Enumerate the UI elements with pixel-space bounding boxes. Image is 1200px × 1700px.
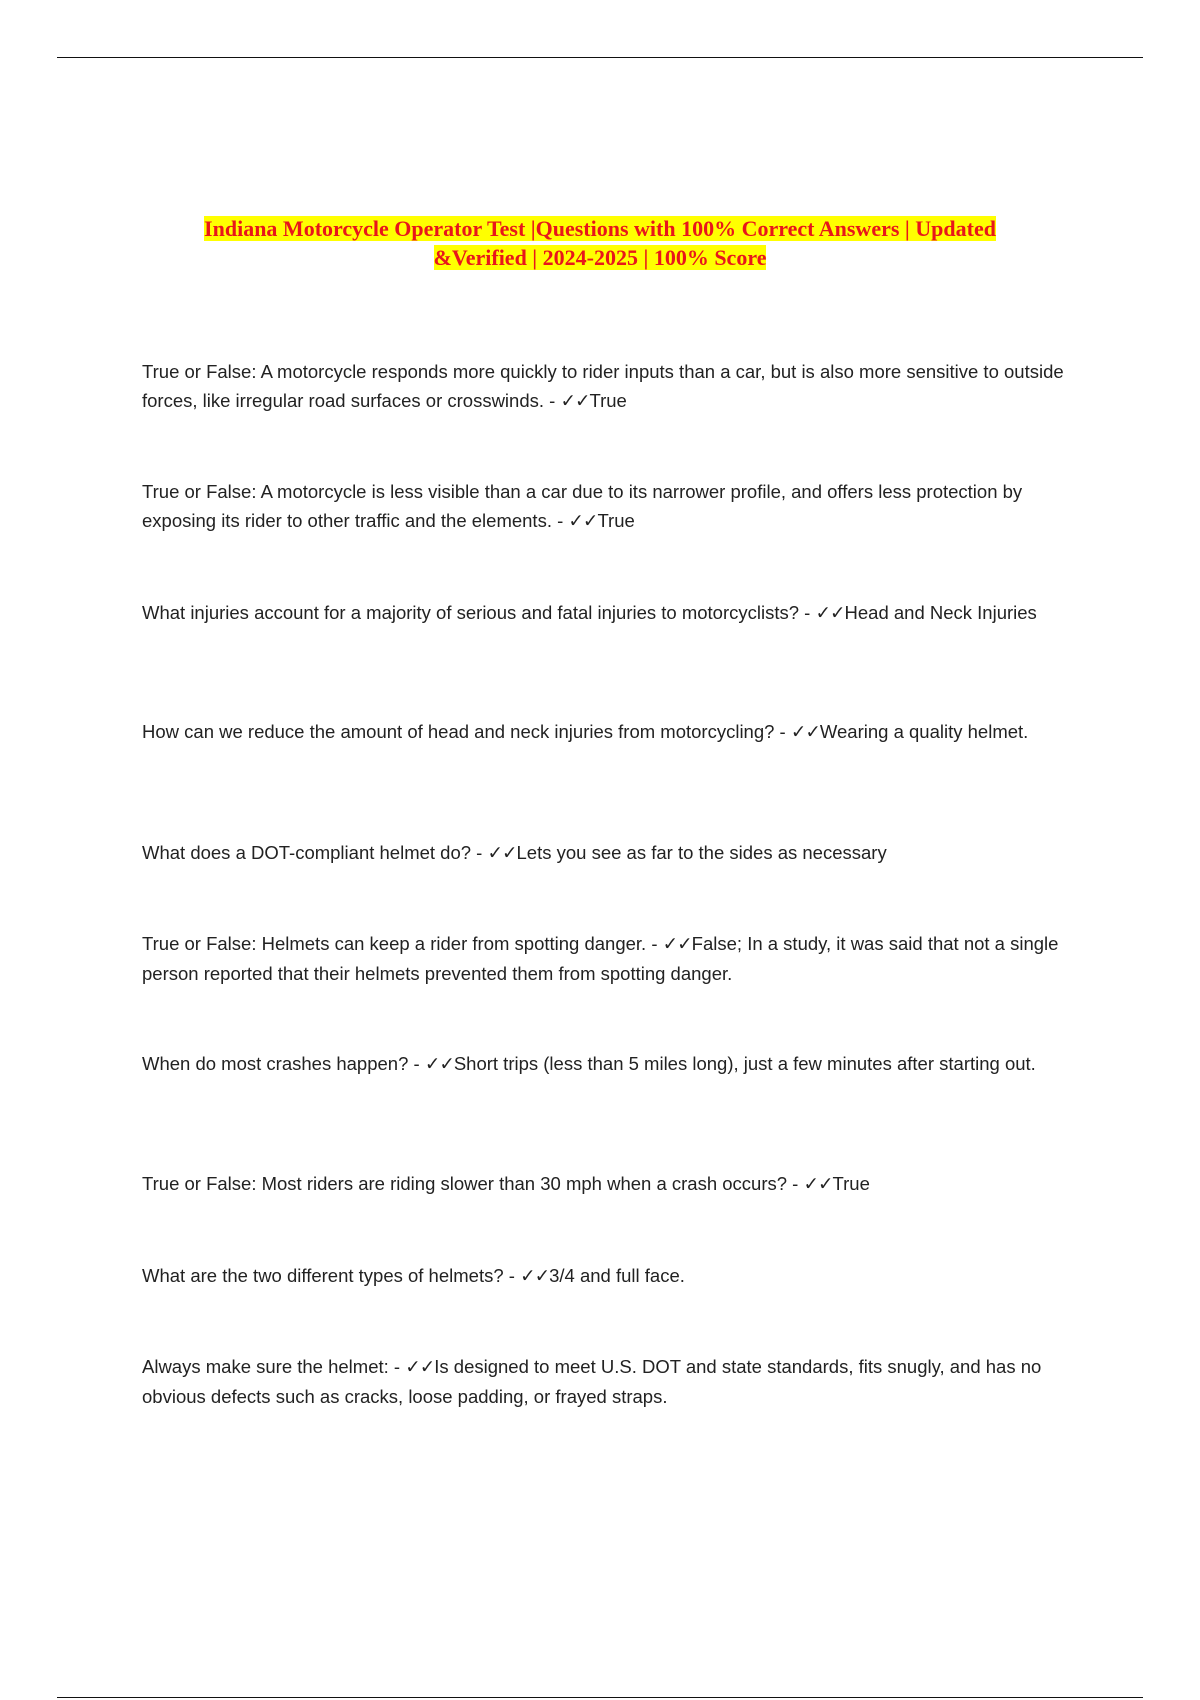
question-text: When do most crashes happen? (142, 1053, 409, 1074)
check-icon: ✓✓ (803, 1174, 833, 1195)
answer-text: True (832, 1173, 870, 1194)
check-icon: ✓✓ (487, 843, 517, 864)
separator: - (408, 1053, 425, 1074)
answer-text: False; In a study, it was said that not a single person reported that their helmets prevented them from spotting danger. (142, 933, 1059, 984)
qa-item (142, 838, 1072, 868)
check-icon: ✓✓ (815, 603, 845, 624)
separator: - (774, 721, 791, 742)
question-text: What are the two different types of helmets? (142, 1265, 504, 1286)
answer-text: Is designed to meet U.S. DOT and state standards, fits snugly, and has no obvious defects such as cracks, loose padding, or frayed straps. (142, 1356, 1042, 1407)
qa-item (142, 598, 1072, 628)
bottom-rule (57, 1697, 1143, 1698)
separator: - (787, 1173, 804, 1194)
separator: - (544, 390, 561, 411)
qa-item (142, 1169, 1072, 1199)
question-text: True or False: A motorcycle is less visible than a car due to its narrower profile, and offers less protection by exposing its rider to other traffic and the elements. (142, 481, 1023, 531)
separator: - (388, 1356, 406, 1377)
qa-item (142, 357, 1072, 416)
separator: - (799, 602, 816, 623)
check-icon: ✓✓ (520, 1266, 550, 1287)
separator: - (551, 510, 569, 531)
question-text: How can we reduce the amount of head and neck injuries from motorcycling? (142, 721, 775, 742)
question-text: What does a DOT-compliant helmet do? (142, 842, 472, 863)
top-rule (57, 57, 1143, 58)
qa-item (142, 717, 1072, 747)
document-title (140, 214, 1060, 272)
check-icon: ✓✓ (790, 722, 820, 743)
check-icon: ✓✓ (560, 391, 590, 412)
answer-text: True (597, 510, 635, 531)
qa-item (142, 1049, 1072, 1079)
answer-text: 3/4 and full face. (549, 1265, 685, 1286)
check-icon: ✓✓ (405, 1357, 435, 1378)
title-line-2: &Verified | 2024-2025 | 100% Score (433, 245, 767, 270)
qa-item (142, 929, 1072, 988)
title-line-1: Indiana Motorcycle Operator Test |Questions with 100% Correct Answers | Updated (204, 216, 996, 241)
answer-text: Wearing a quality helmet. (819, 721, 1029, 742)
separator: - (471, 842, 488, 863)
separator: - (646, 933, 663, 954)
answer-text: Head and Neck Injuries (844, 602, 1037, 623)
check-icon: ✓✓ (568, 511, 598, 532)
check-icon: ✓✓ (424, 1054, 454, 1075)
question-text: True or False: A motorcycle responds more quickly to rider inputs than a car, but is also more sensitive to outside forces, like irregular road surfaces or crosswinds. (142, 361, 1064, 411)
qa-item (142, 1261, 1072, 1291)
question-text: What injuries account for a majority of serious and fatal injuries to motorcyclists? (142, 602, 800, 623)
qa-item (142, 477, 1072, 536)
separator: - (503, 1265, 521, 1286)
question-text: True or False: Most riders are riding slower than 30 mph when a crash occurs? (142, 1173, 788, 1194)
answer-text: Lets you see as far to the sides as necessary (516, 842, 887, 863)
answer-text: True (589, 390, 627, 411)
check-icon: ✓✓ (662, 934, 692, 955)
question-text: Always make sure the helmet: (142, 1356, 389, 1377)
qa-item (142, 1352, 1072, 1411)
answer-text: Short trips (less than 5 miles long), just a few minutes after starting out. (453, 1053, 1036, 1074)
question-text: True or False: Helmets can keep a rider from spotting danger. (142, 933, 647, 954)
